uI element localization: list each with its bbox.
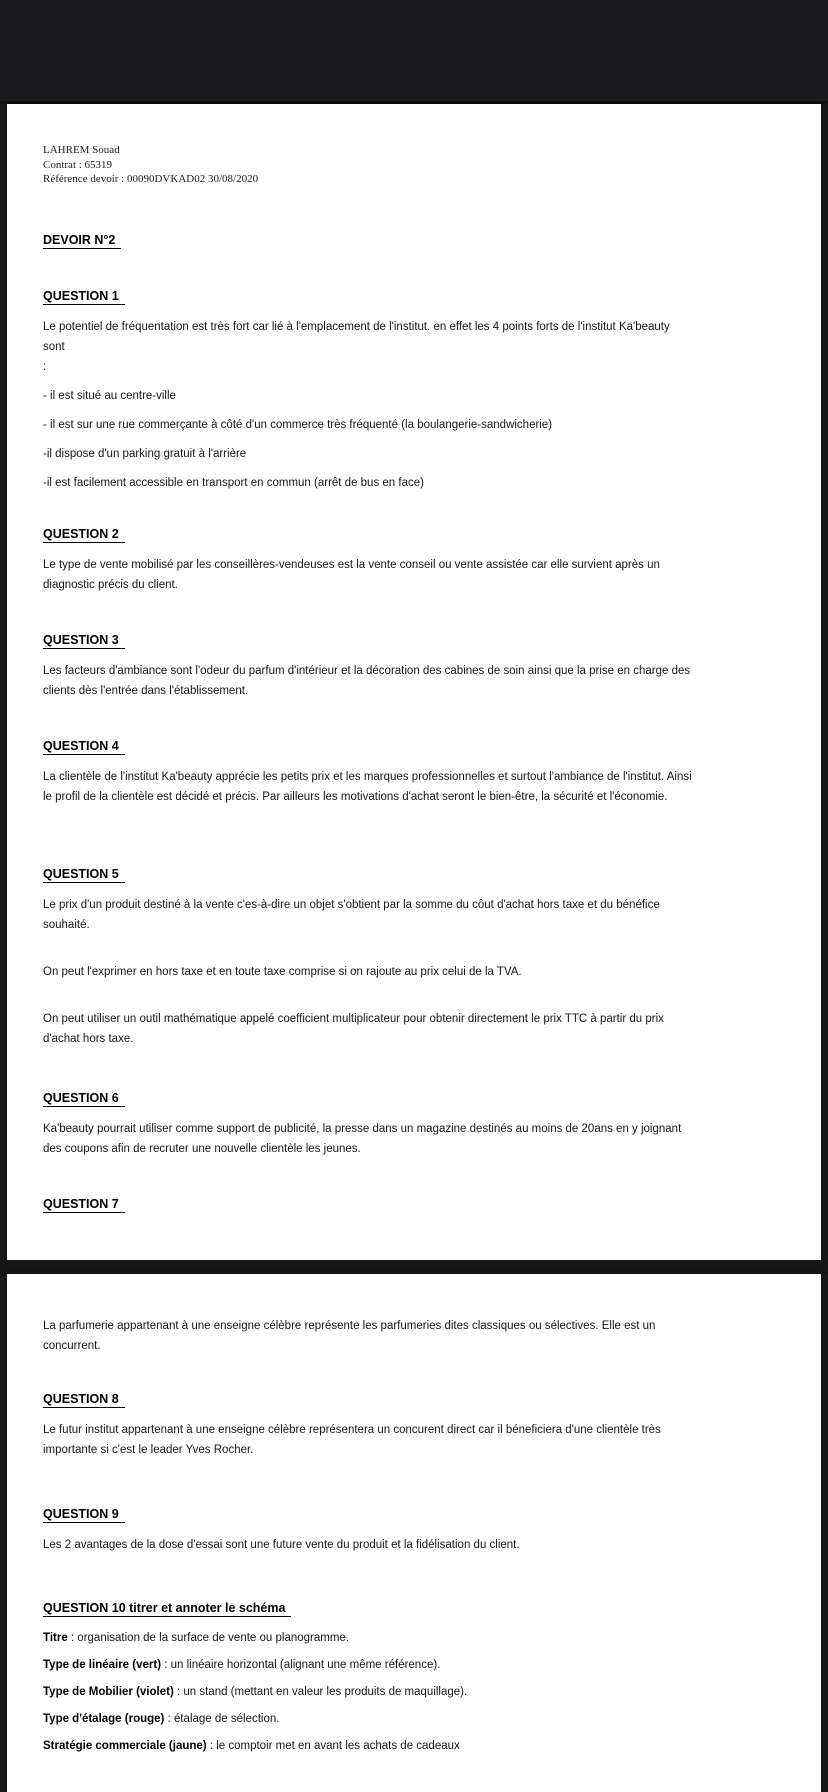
document-title: DEVOIR N°2 — [43, 233, 693, 247]
schema-lineaire-line — [43, 1655, 693, 1675]
page-1 — [7, 104, 821, 1260]
schema-strategie-text: : le comptoir met en avant les achats de cadeaux — [206, 1740, 460, 1752]
assignment-reference: Référence devoir : 00090DVKAD02 30/08/2020 — [43, 173, 259, 185]
question-3-heading: QUESTION 3 — [43, 633, 693, 647]
schema-mobilier-text: : un stand (mettant en valeur les produits de maquillage). — [173, 1686, 468, 1698]
question-6-heading: QUESTION 6 — [43, 1091, 693, 1105]
question-5-answer-3: On peut utiliser un outil mathématique appelé coefficient multiplicateur pour obtenir directement le prix TTC à partir du prix d'achat hors taxe. — [43, 1012, 664, 1045]
schema-lineaire-label: Type de linéaire (vert) — [43, 1659, 162, 1671]
page-2 — [7, 1274, 821, 1792]
section-question-10 — [43, 1601, 693, 1756]
question-5-heading: QUESTION 5 — [43, 867, 693, 881]
question-1-answer: Le potentiel de fréquentation est très fort car lié à l'emplacement de l'institut. en effet les 4 points forts de l'institut Ka'beauty sont — [43, 320, 670, 353]
question-8-answer: Le futur institut appartenant à une enseigne célèbre représentera un concurent direct car il béneficiera d'une clientèle très importante si c'est le leader Yves Rocher. — [43, 1424, 661, 1456]
question-10-heading: QUESTION 10 titrer et annoter le schéma — [43, 1601, 693, 1615]
schema-strategie-line — [43, 1736, 693, 1756]
schema-title-label: Titre — [43, 1632, 68, 1644]
section-question-1 — [43, 289, 693, 493]
student-info-block — [43, 104, 693, 187]
schema-mobilier-label: Type de Mobilier (violet) — [43, 1686, 174, 1698]
section-question-9 — [43, 1507, 693, 1555]
question-1-point-4: -il est facilement accessible en transport en commun (arrêt de bus en face) — [43, 476, 424, 489]
question-5-answer-2: On peut l'exprimer en hors taxe et en toute taxe comprise si on rajoute au prix celui de la TVA. — [43, 965, 522, 978]
section-question-8 — [43, 1392, 693, 1460]
schema-lineaire-text: : un linéaire horizontal (alignant une même référence). — [161, 1659, 441, 1671]
section-question-6 — [43, 1091, 693, 1159]
section-question-2 — [43, 527, 693, 595]
section-question-3 — [43, 633, 693, 701]
question-7-heading: QUESTION 7 — [43, 1197, 693, 1211]
schema-etalage-line — [43, 1709, 693, 1729]
schema-strategie-label: Stratégie commerciale (jaune) — [43, 1740, 207, 1752]
contract-number: Contrat : 65319 — [43, 158, 113, 171]
schema-title-line — [43, 1628, 693, 1648]
question-9-heading: QUESTION 9 — [43, 1507, 693, 1521]
schema-title-text: : organisation de la surface de vente ou planogramme. — [67, 1632, 350, 1644]
question-2-heading: QUESTION 2 — [43, 527, 693, 541]
question-1-point-3: -il dispose d'un parking gratuit à l'arrière — [43, 447, 247, 460]
question-2-answer: Le type de vente mobilisé par les conseillères-vendeuses est la vente conseil ou vente assistée car elle survient après un diagnostic précis du client. — [43, 558, 660, 591]
section-question-4 — [43, 739, 693, 807]
question-5-answer-1: Le prix d'un produit destiné à la vente c'es-à-dire un objet s'obtient par la somme du côut d'achat hors taxe et du bénéfice souhaité. — [43, 898, 660, 931]
schema-etalage-label: Type d'étalage (rouge) — [43, 1713, 165, 1725]
question-9-answer: Les 2 avantages de la dose d'essai sont une future vente du produit et la fidélisation du client. — [43, 1539, 520, 1551]
section-question-7 — [43, 1197, 693, 1211]
page-separator — [0, 1260, 828, 1274]
schema-etalage-text: : étalage de sélection. — [164, 1713, 280, 1725]
question-4-answer: La clientèle de l'institut Ka'beauty apprécie les petits prix et les marques professionnelles et surtout l'ambiance de l'institut. Ainsi le profil de la clientèle est décidé et précis. Par ailleurs les motivations d'achat seront le bien-être, la sécurité et l'économie. — [43, 770, 692, 803]
question-1-point-2: - il est sur une rue commerçante à côté d'un commerce très fréquenté (la boulangerie-sandwicherie) — [43, 418, 553, 431]
student-name: LAHREM Souad — [43, 144, 120, 156]
schema-mobilier-line — [43, 1682, 693, 1702]
question-8-heading: QUESTION 8 — [43, 1392, 693, 1406]
question-6-answer: Ka'beauty pourrait utiliser comme support de publicité, la presse dans un magazine destinés au moins de 20ans en y joignant des coupons afin de recruter une nouvelle clientèle les jeunes. — [43, 1122, 682, 1155]
question-1-heading: QUESTION 1 — [43, 289, 693, 303]
question-1-point-1: - il est situé au centre-ville — [43, 389, 176, 402]
section-question-5 — [43, 867, 693, 1049]
question-4-heading: QUESTION 4 — [43, 739, 693, 753]
question-3-answer: Les facteurs d'ambiance sont l'odeur du parfum d'intérieur et la décoration des cabines de soin ainsi que la prise en charge des clients dès l'entrée dans l'établissement. — [43, 664, 691, 697]
viewer-top-margin — [0, 0, 828, 104]
question-1-answer-colon: : — [43, 360, 47, 373]
question-7-answer-continued: La parfumerie appartenant à une enseigne célèbre représente les parfumeries dites classiques ou sélectives. Elle est un concurrent. — [43, 1320, 656, 1352]
